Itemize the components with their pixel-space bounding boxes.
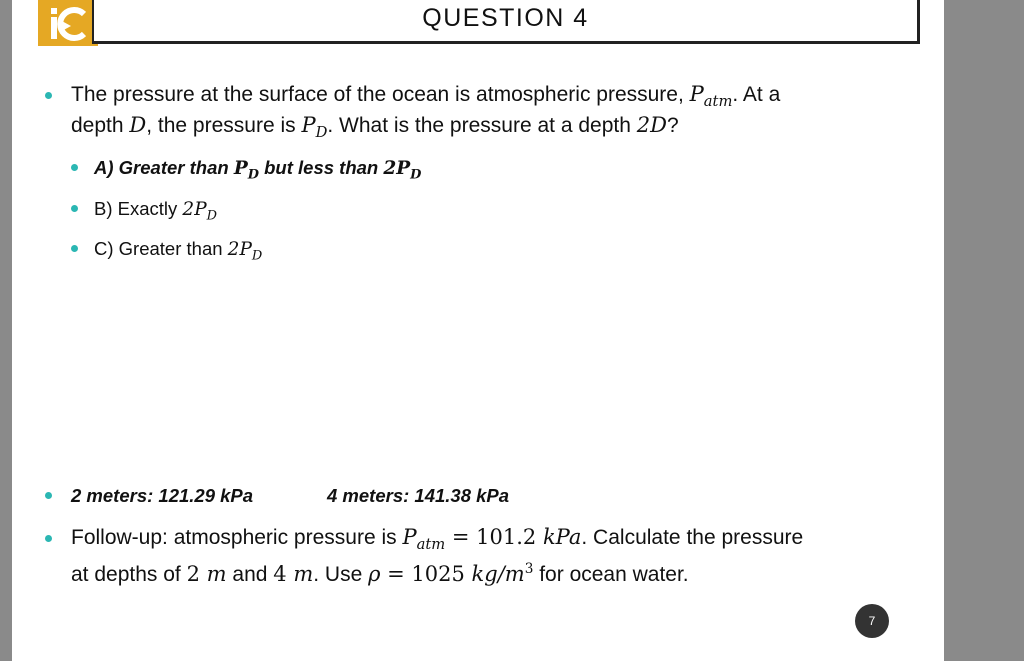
logo-mark-icon [38, 0, 98, 46]
math-sub: D [410, 167, 422, 183]
bullet-dot [45, 92, 52, 99]
math-expr: 2D [636, 113, 667, 137]
slide [12, 0, 944, 661]
title-box [92, 0, 920, 44]
math-expr: 2P [227, 239, 252, 260]
math-sub: D [251, 248, 263, 264]
bullet-dot [71, 205, 78, 212]
question-text: depth [71, 114, 130, 137]
question-text: . At a [732, 83, 781, 106]
followup-text: and [226, 563, 274, 587]
logo [38, 0, 98, 46]
question-text: The pressure at the surface of the ocean is atmospheric pressure, [71, 83, 690, 106]
math-eq: = [380, 562, 412, 587]
option-text: but less than [258, 157, 384, 178]
math-value: 101.2 [476, 525, 543, 549]
bullet-dot [45, 492, 52, 499]
math-var: ρ [368, 562, 381, 587]
math-sub: D [206, 208, 218, 224]
question-line-2 [71, 110, 679, 148]
math-var: D [129, 113, 147, 137]
math-sub: atm [703, 93, 733, 111]
math-var: P [301, 113, 316, 137]
math-var: P [233, 158, 248, 179]
math-value: 4 [273, 562, 294, 587]
math-var: P [402, 525, 417, 549]
followup-text: Follow-up: atmospheric pressure is [71, 526, 403, 549]
option-c [94, 233, 262, 272]
answer-4m: 4 meters: 141.38 kPa [327, 485, 510, 506]
followup-text: . Calculate the pressure [581, 526, 804, 549]
question-text: ? [666, 114, 679, 137]
math-eq: = [445, 525, 477, 549]
math-sub: D [247, 167, 259, 183]
option-a [94, 152, 421, 191]
option-text: A) Greater than [94, 157, 234, 178]
math-unit: m [206, 562, 227, 587]
option-text: C) Greater than [94, 238, 228, 259]
followup-text: for ocean water. [533, 563, 689, 587]
math-expr: 2P [383, 158, 411, 179]
question-text: , the pressure is [146, 114, 302, 137]
bullet-dot [71, 245, 78, 252]
page-number-badge: 7 [855, 604, 889, 638]
question-text: . What is the pressure at a depth [327, 114, 637, 137]
math-unit: m [293, 562, 314, 587]
option-b [94, 193, 217, 232]
page-title: QUESTION 4 [422, 4, 589, 32]
math-value: 1025 [411, 562, 472, 587]
bullet-dot [71, 164, 78, 171]
math-value: 2 [186, 562, 207, 587]
followup-line-2 [71, 554, 689, 590]
left-frame [0, 0, 12, 661]
answer-2m: 2 meters: 121.29 kPa [71, 485, 254, 506]
math-expr: 2P [182, 199, 207, 220]
math-unit: kPa [542, 525, 582, 549]
bullet-dot [45, 535, 52, 542]
math-sub: atm [416, 536, 446, 554]
math-sup: 3 [524, 561, 534, 577]
option-text: B) Exactly [94, 198, 183, 219]
followup-text: at depths of [71, 563, 187, 587]
math-sub: D [315, 124, 328, 142]
math-unit: kg/m [471, 562, 525, 587]
followup-text: . Use [313, 563, 369, 587]
math-var: P [689, 82, 704, 106]
